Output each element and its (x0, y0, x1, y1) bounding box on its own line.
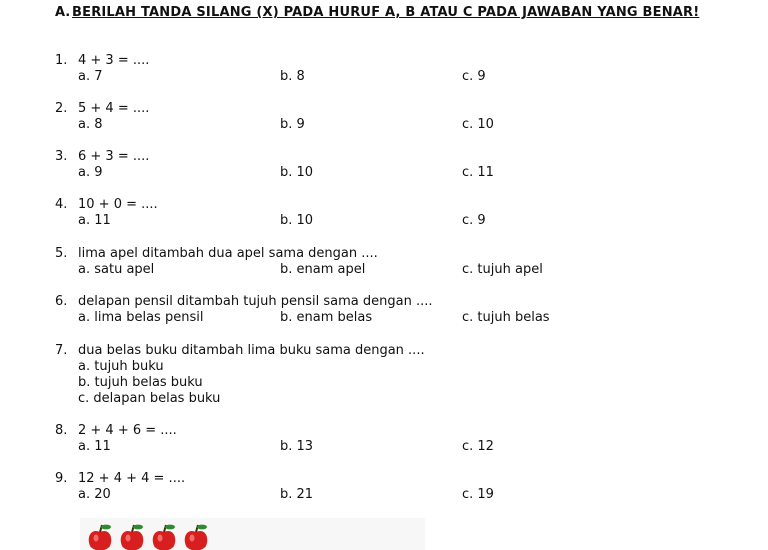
question-7 (55, 343, 735, 407)
apple-illustration (80, 516, 425, 550)
question-text: 4 + 3 = .... (78, 53, 150, 68)
option-b[interactable]: b. enam belas (280, 310, 373, 325)
option-b[interactable]: b. 10 (280, 213, 314, 228)
option-a[interactable]: a. 11 (78, 213, 111, 228)
question-9 (55, 471, 735, 503)
question-number: 1. (55, 53, 68, 68)
question-text: 2 + 4 + 6 = .... (78, 423, 177, 438)
section-letter: A. (55, 5, 71, 20)
question-text: 5 + 4 = .... (78, 101, 150, 116)
question-text: 6 + 3 = .... (78, 149, 150, 164)
question-text: 12 + 4 + 4 = .... (78, 471, 186, 486)
question-2 (55, 101, 735, 133)
question-4 (55, 197, 735, 229)
option-b[interactable]: b. 21 (280, 487, 314, 502)
option-c[interactable]: c. tujuh belas (462, 310, 550, 325)
question-number: 8. (55, 423, 68, 438)
option-c[interactable]: c. 9 (462, 213, 486, 228)
option-a[interactable]: a. 20 (78, 487, 111, 502)
question-text: 10 + 0 = .... (78, 197, 158, 212)
question-8 (55, 423, 735, 455)
option-c[interactable]: c. 19 (462, 487, 494, 502)
question-text: lima apel ditambah dua apel sama dengan .... (78, 246, 378, 261)
question-1 (55, 53, 735, 85)
question-number: 6. (55, 294, 68, 309)
option-c[interactable]: c. delapan belas buku (78, 391, 221, 406)
option-c[interactable]: c. 9 (462, 69, 486, 84)
question-number: 4. (55, 197, 68, 212)
option-a[interactable]: a. tujuh buku (78, 359, 164, 374)
section-header (55, 5, 715, 21)
question-6 (55, 294, 735, 326)
question-number: 5. (55, 246, 68, 261)
question-text: delapan pensil ditambah tujuh pensil sama dengan .... (78, 294, 433, 309)
option-b[interactable]: b. 9 (280, 117, 305, 132)
option-b[interactable]: b. 13 (280, 439, 314, 454)
option-c[interactable]: c. 12 (462, 439, 494, 454)
option-c[interactable]: c. tujuh apel (462, 262, 543, 277)
option-b[interactable]: b. 10 (280, 165, 314, 180)
option-a[interactable]: a. 8 (78, 117, 103, 132)
section-instruction: BERILAH TANDA SILANG (X) PADA HURUF A, B ATAU C PADA JAWABAN YANG BENAR! (72, 5, 700, 20)
option-a[interactable]: a. lima belas pensil (78, 310, 204, 325)
question-number: 2. (55, 101, 68, 116)
question-3 (55, 149, 735, 181)
option-a[interactable]: a. 9 (78, 165, 103, 180)
question-text: dua belas buku ditambah lima buku sama dengan .... (78, 343, 425, 358)
option-a[interactable]: a. satu apel (78, 262, 155, 277)
question-number: 9. (55, 471, 68, 486)
question-5 (55, 246, 735, 278)
question-number: 3. (55, 149, 68, 164)
option-c[interactable]: c. 11 (462, 165, 494, 180)
question-number: 7. (55, 343, 68, 358)
option-c[interactable]: c. 10 (462, 117, 494, 132)
option-a[interactable]: a. 7 (78, 69, 103, 84)
option-a[interactable]: a. 11 (78, 439, 111, 454)
option-b[interactable]: b. enam apel (280, 262, 366, 277)
option-b[interactable]: b. 8 (280, 69, 305, 84)
option-b[interactable]: b. tujuh belas buku (78, 375, 203, 390)
